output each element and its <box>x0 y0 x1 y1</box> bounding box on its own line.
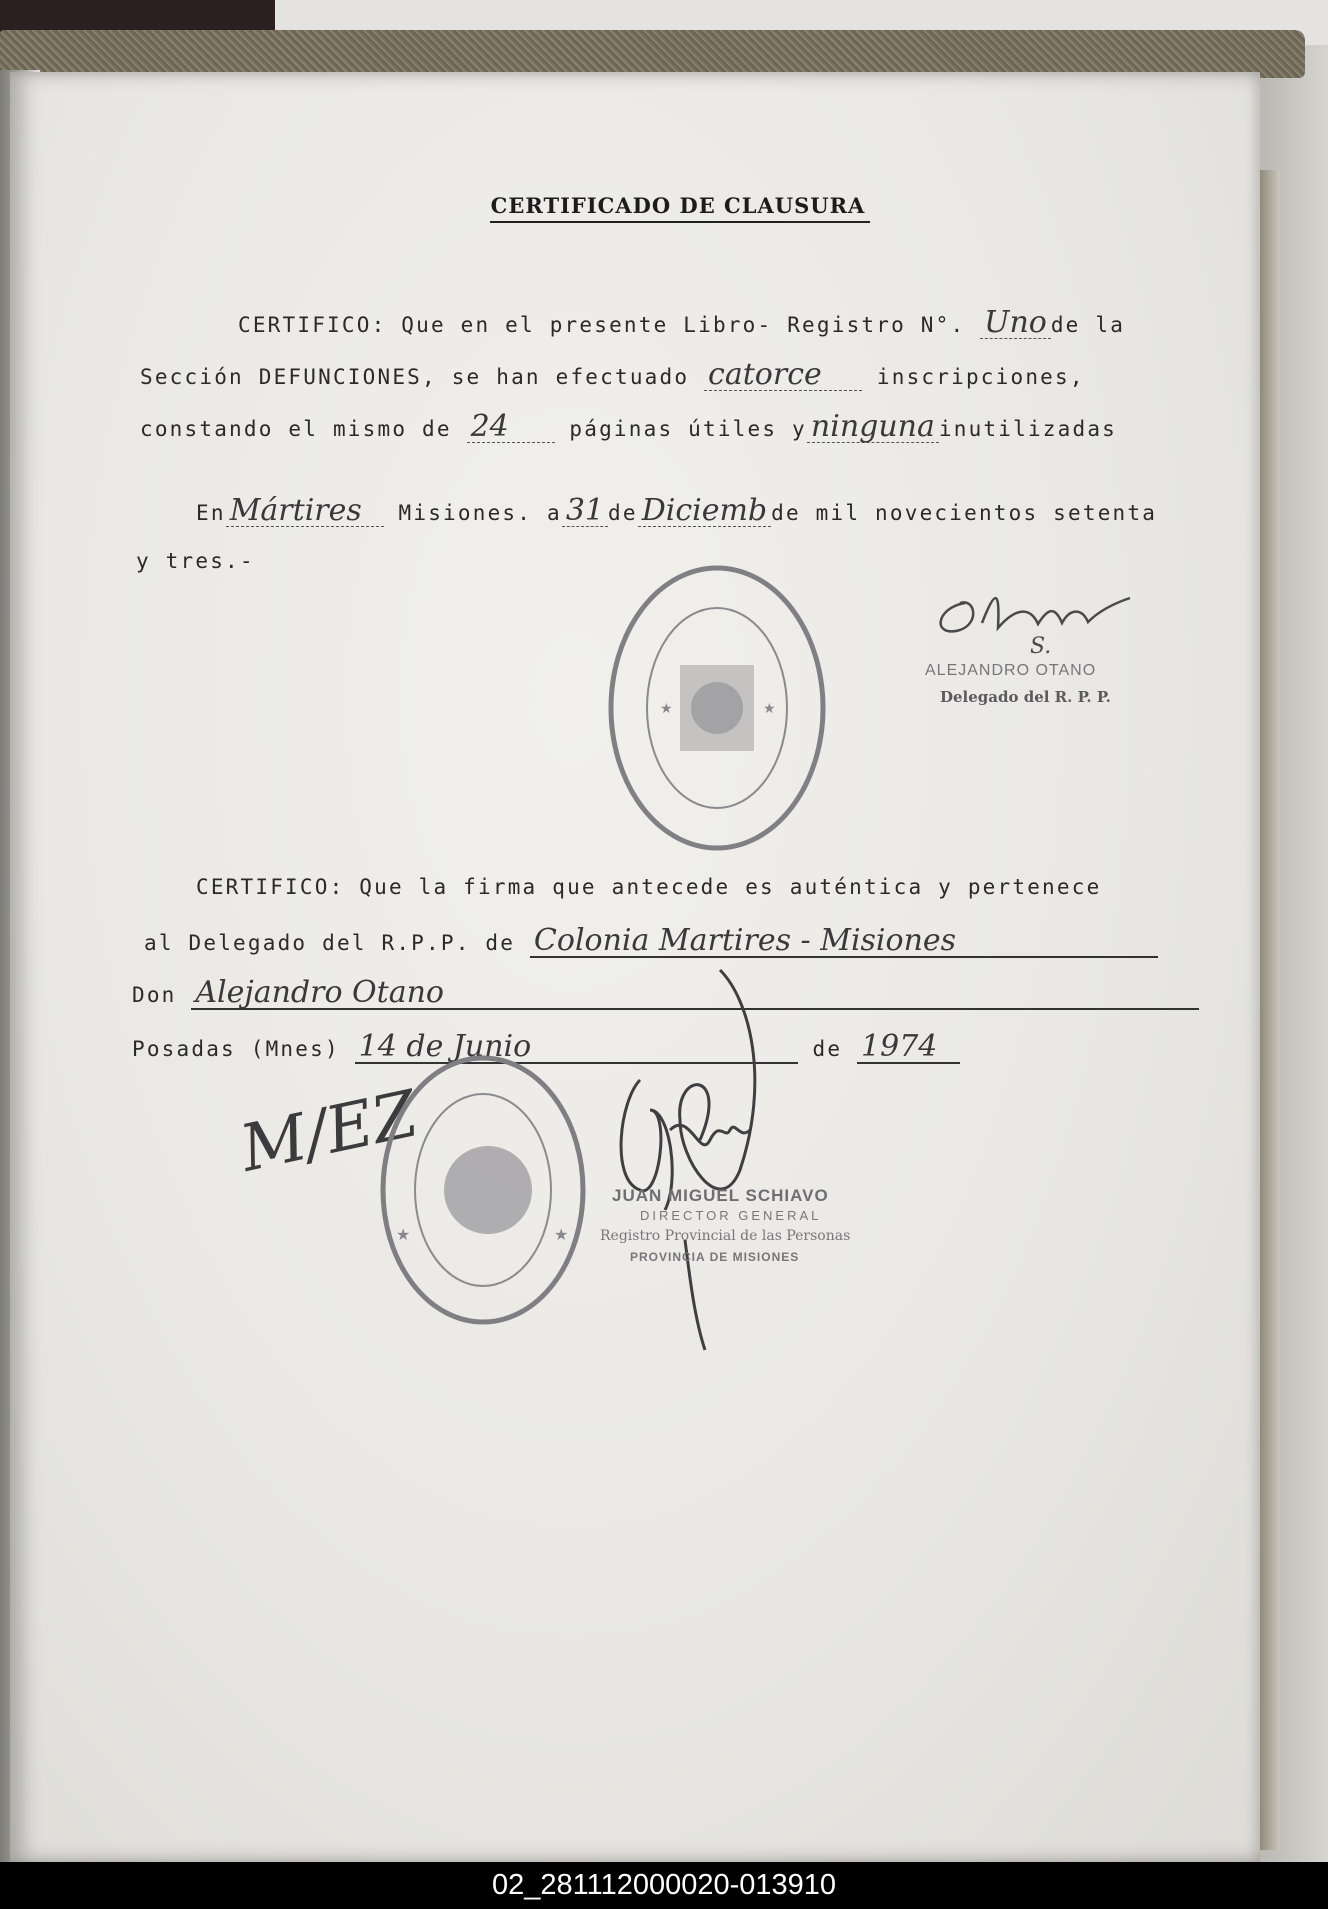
svg-text:★: ★ <box>660 701 673 717</box>
p1-line-1: CERTIFICO: Que en el presente Libro- Registro N°. Uno de la <box>238 305 1126 340</box>
signature-otano <box>920 578 1140 658</box>
handwritten-date: 14 de Junio <box>355 1032 798 1064</box>
p2-line-1: CERTIFICO: Que la firma que antecede es auténtica y pertenece <box>196 875 1102 899</box>
handwritten-month: Diciemb <box>638 496 771 527</box>
handwritten-place: Mártires <box>226 496 384 527</box>
handwritten-year: 1974 <box>857 1032 960 1064</box>
p1-line-3: constando el mismo de 24 páginas útiles y ninguna inutilizadas <box>140 409 1118 444</box>
signature-schiavo <box>580 960 800 1360</box>
p1-line-4: En Mártires Misiones. a 31 de Diciemb de mil novecientos setenta <box>196 493 1158 528</box>
p1-line-2: Sección DEFUNCIONES, se han efectuado catorce inscripciones, <box>140 357 1085 392</box>
signatory2-name: JUAN MIGUEL SCHIAVO <box>612 1186 829 1205</box>
handwritten-unused: ninguna <box>807 412 939 443</box>
handwritten-name: Alejandro Otano <box>191 978 1199 1010</box>
svg-text:★: ★ <box>396 1225 411 1244</box>
handwritten-count: catorce <box>704 360 862 391</box>
p2-line-2: al Delegado del R.P.P. de Colonia Martires - Misiones <box>144 926 1158 958</box>
p1-line-5: y tres.- <box>136 549 255 573</box>
svg-text:★: ★ <box>554 1225 569 1244</box>
handwritten-day: 31 <box>562 496 608 527</box>
signatory2-office: Registro Provincial de las Personas <box>600 1228 851 1244</box>
signatory1-name: ALEJANDRO OTANO <box>925 662 1097 679</box>
signatory2-province: PROVINCIA DE MISIONES <box>630 1250 800 1264</box>
handwritten-initials: M/EZ <box>234 1077 425 1187</box>
p2-line-3: Don Alejandro Otano <box>132 978 1199 1010</box>
archive-code: 02_281112000020-013910 <box>0 1862 1328 1909</box>
p2-line-4: Posadas (Mnes) 14 de Junio de 1974 <box>132 1032 960 1064</box>
signatory1-role: Delegado del R. P. P. <box>940 688 1111 706</box>
document-title: CERTIFICADO DE CLAUSURA <box>490 193 866 218</box>
oval-stamp <box>605 563 830 853</box>
svg-text:★: ★ <box>763 701 776 717</box>
handwritten-book-number: Uno <box>980 308 1051 339</box>
book-spine <box>0 30 1305 78</box>
svg-text:S.: S. <box>1030 634 1052 658</box>
handwritten-pages: 24 <box>467 412 555 443</box>
round-stamp <box>376 1050 591 1330</box>
handwritten-locality: Colonia Martires - Misiones <box>530 926 1158 958</box>
title-underline <box>490 221 870 223</box>
signatory2-role: DIRECTOR GENERAL <box>640 1208 822 1223</box>
